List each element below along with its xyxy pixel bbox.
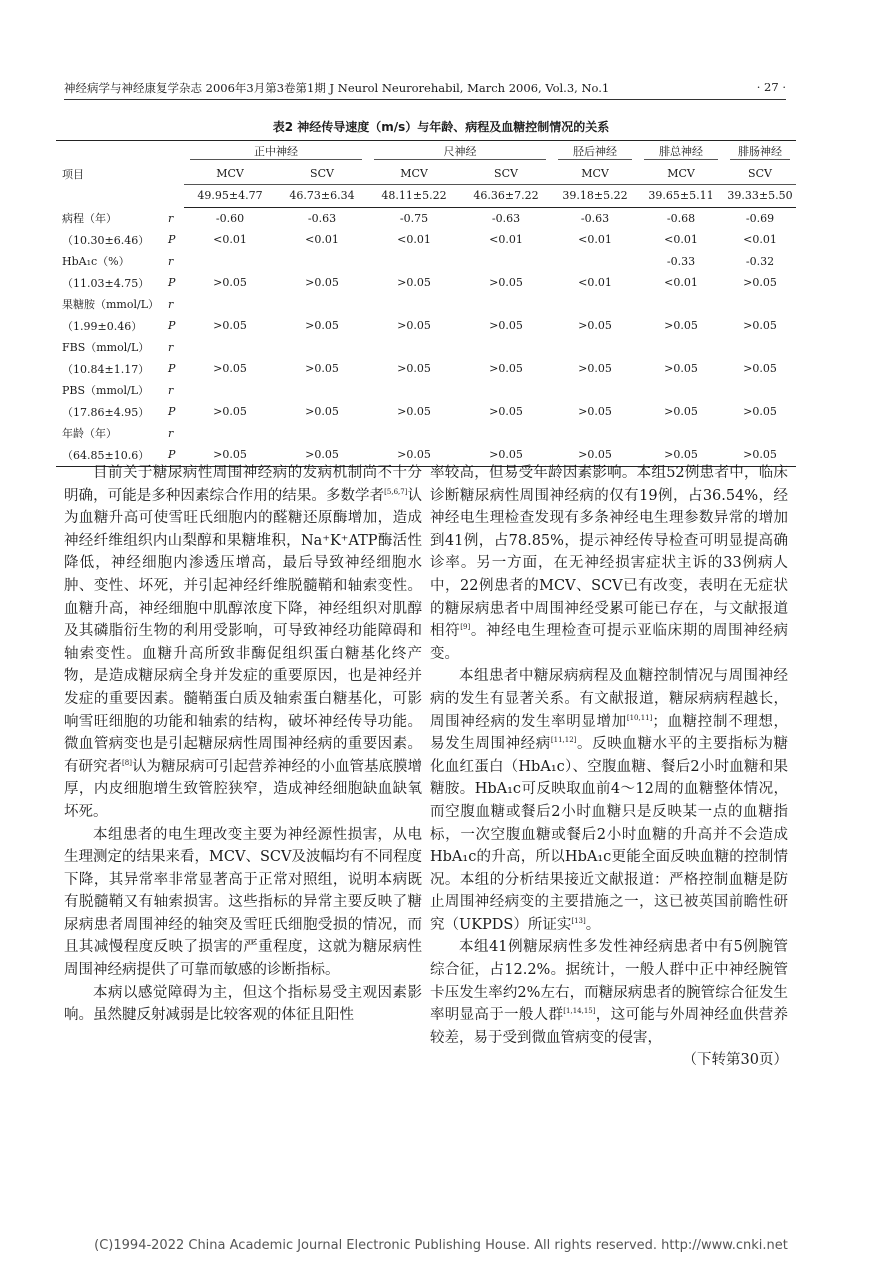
table-cell (368, 380, 460, 402)
stat-symbol: P (168, 405, 176, 419)
table-cell (724, 294, 796, 316)
nerve-group-sural: 腓肠神经 (730, 143, 790, 160)
table-cell: >0.05 (664, 405, 698, 419)
table-cell (184, 251, 276, 273)
table-cell: >0.05 (397, 362, 431, 376)
table-cell: <0.01 (578, 276, 612, 290)
table-cell: -0.32 (745, 254, 775, 268)
table-cell: >0.05 (213, 319, 247, 333)
paragraph-sensory: 本病以感觉障碍为主，但这个指标易受主观因素影响。虽然腱反射减弱是比较客观的体征且阳性 (64, 984, 422, 1024)
table-cell (276, 337, 368, 359)
table-cell: -0.33 (666, 254, 696, 268)
nerve-group-tibial: 胫后神经 (558, 143, 632, 160)
table-cell (724, 423, 796, 445)
row-label: 年龄（年） (62, 427, 117, 441)
table-cell: >0.05 (213, 276, 247, 290)
table-cell (368, 251, 460, 273)
journal-citation: 神经病学与神经康复学杂志 2006年3月第3卷第1期 J Neurol Neurorehabil, March 2006, Vol.3, No.1 (64, 81, 610, 95)
measure-header: MCV (368, 163, 460, 185)
citation: [11,12] (550, 736, 577, 745)
table-cell (460, 380, 552, 402)
table-cell: -0.69 (745, 211, 775, 225)
row-label: PBS（mmol/L） (62, 384, 150, 398)
citation: [10,11] (626, 713, 653, 722)
citation: [13] (571, 917, 586, 926)
table-cell: >0.05 (664, 362, 698, 376)
measure-header: MCV (184, 163, 276, 185)
table-cell: -0.63 (491, 211, 521, 225)
nerve-group-ulnar: 尺神经 (374, 143, 546, 160)
table-cell (724, 337, 796, 359)
left-column (64, 462, 422, 1027)
table-row (56, 229, 796, 251)
row-label: （10.84±1.17） (62, 362, 150, 376)
table-cell (552, 251, 638, 273)
table-cell (460, 337, 552, 359)
citation: [8] (122, 758, 132, 767)
citation: [1,14,15] (563, 1007, 596, 1016)
citation: [9] (460, 623, 471, 632)
table-cell: <0.01 (578, 233, 612, 247)
header-rule (64, 99, 786, 100)
measure-header: MCV (552, 163, 638, 185)
table-cell: >0.05 (489, 276, 523, 290)
table-cell (276, 380, 368, 402)
table-row (56, 337, 796, 359)
stat-symbol: r (168, 211, 174, 225)
table-cell (552, 380, 638, 402)
table-cell: >0.05 (578, 362, 612, 376)
table-cell: >0.05 (305, 319, 339, 333)
table-cell (276, 423, 368, 445)
paragraph-electrophysiology: 本组患者的电生理改变主要为神经源性损害，从电生理测定的结果来看，MCV、SCV及波幅均有不同程度下降，其异常率非常显著高于正常对照组，说明本病既有脱髓鞘又有轴索损害。这些指标的异常主要反映了糖尿病患者周围神经的轴突及雪旺氏细胞受损的情况，而且其减慢程度反映了损害的严重程度，这就为糖尿病性周围神经病提供了可靠而敏感的诊断指标。 (64, 826, 422, 979)
table-cell (184, 423, 276, 445)
stat-symbol: P (168, 362, 176, 376)
table-cell (638, 337, 724, 359)
row-label: FBS（mmol/L） (62, 341, 150, 355)
mean-value: 46.36±7.22 (460, 185, 552, 208)
table-cell (184, 337, 276, 359)
stat-symbol: P (168, 319, 176, 333)
table-cell: >0.05 (276, 444, 368, 466)
table-cell: -0.63 (580, 211, 610, 225)
table-cell (552, 423, 638, 445)
table-cell (276, 294, 368, 316)
table-cell (552, 337, 638, 359)
mean-value: 48.11±5.22 (368, 185, 460, 208)
table-cell (638, 423, 724, 445)
table-cell (368, 294, 460, 316)
table-cell: >0.05 (305, 362, 339, 376)
table-cell (368, 337, 460, 359)
paragraph-diagnosis-rate: 率较高，但易受年龄因素影响。本组52例患者中，临床诊断糖尿病性周围神经病的仅有19例，占36.54%，经神经电生理检查发现有多条神经电生理参数异常的增加到41例，占78.85%，提示神经传导检查可明显提高确诊率。另一方面，在无神经损害症状主诉的33例病人中，22例患者的MCV、SCV已有改变，表明在无症状的糖尿病患者中周围神经受累可能已存在，与文献报道相符[9]。神经电生理检查可提示亚临床期的周围神经病变。 (430, 465, 789, 662)
measure-header: SCV (460, 163, 552, 185)
table-row (56, 358, 796, 380)
table-row (56, 251, 796, 273)
mean-value: 49.95±4.77 (184, 185, 276, 208)
table-cell: >0.05 (368, 444, 460, 466)
measure-header: MCV (638, 163, 724, 185)
mean-value: 39.33±5.50 (724, 185, 796, 208)
measure-header: SCV (724, 163, 796, 185)
table-row (56, 380, 796, 402)
table-cell: >0.05 (664, 319, 698, 333)
table-cell: >0.05 (305, 405, 339, 419)
row-label: 病程（年） (62, 212, 117, 225)
table-cell: <0.01 (213, 233, 247, 247)
table-cell: <0.01 (664, 233, 698, 247)
paragraph-carpal-tunnel: 本组41例糖尿病性多发性神经病患者中有5例腕管综合征，占12.2%。据统计，一般人群中正中神经腕管卡压发生率约2%左右，而糖尿病患者的腕管综合征发生率明显高于一般人群[1,14,15]，这可能与外周神经血供营养较差，易于受到微血管病变的侵害， (430, 939, 789, 1046)
table-cell: -0.75 (399, 211, 429, 225)
mean-value: 39.18±5.22 (552, 185, 638, 208)
table-cell: >0.05 (743, 319, 777, 333)
mean-value: 39.65±5.11 (638, 185, 724, 208)
nerve-group-median: 正中神经 (190, 143, 362, 160)
stat-symbol: P (168, 276, 176, 290)
table-row (56, 423, 796, 445)
table-cell: <0.01 (489, 233, 523, 247)
row-label: HbA₁c（%） (62, 255, 130, 269)
table-cell: >0.05 (460, 444, 552, 466)
table-cell: >0.05 (397, 405, 431, 419)
table-cell: >0.05 (489, 319, 523, 333)
measure-header: SCV (276, 163, 368, 185)
citation: [5,6,7] (384, 487, 408, 496)
running-header (64, 80, 786, 96)
continued-note: （下转第30页） (682, 1052, 788, 1069)
table-cell: >0.05 (305, 276, 339, 290)
table-row (56, 272, 796, 294)
table-row (56, 315, 796, 337)
row-label: （1.99±0.46） (62, 319, 143, 333)
table-cell: >0.05 (578, 319, 612, 333)
table-cell (184, 380, 276, 402)
row-label: （64.85±10.6） (56, 444, 168, 466)
table-cell: >0.05 (578, 405, 612, 419)
copyright-footer: (C)1994-2022 China Academic Journal Electronic Publishing House. All rights reserved. http://www.cnki.net (94, 1238, 788, 1253)
table-cell: >0.05 (489, 405, 523, 419)
table-cell (276, 251, 368, 273)
table-cell (638, 294, 724, 316)
table-row (56, 207, 796, 229)
table-cell: <0.01 (397, 233, 431, 247)
table-cell: >0.05 (743, 405, 777, 419)
table-cell: >0.05 (489, 362, 523, 376)
item-header: 项目 (56, 141, 168, 208)
table-cell: -0.60 (215, 211, 245, 225)
table-cell: -0.63 (307, 211, 337, 225)
table-cell (552, 294, 638, 316)
paragraph-mechanism: 目前关于糖尿病性周围神经病的发病机制尚不十分明确，可能是多种因素综合作用的结果。多数学者[5,6,7]认为血糖升高可使雪旺氏细胞内的醛糖还原酶增加，造成神经纤维组织内山梨醇和果糖堆积，Na⁺K⁺ATP酶活性降低，神经细胞内渗透压增高，最后导致神经细胞水肿、变性、坏死，并引起神经纤维脱髓鞘和轴索变性。血糖升高，神经细胞中肌醇浓度下降，神经组织对肌醇及其磷脂衍生物的利用受影响，可导致神经功能障碍和轴索变性。血糖升高所致非酶促组织蛋白糖基化终产物，是造成糖尿病全身并发症的重要原因，也是神经并发症的重要因素。髓鞘蛋白质及轴索蛋白糖基化，可影响雪旺细胞的功能和轴索的结构，破坏神经传导功能。微血管病变也是引起糖尿病性周围神经病的重要因素。有研究者[8]认为糖尿病可引起营养神经的小血管基底膜增厚，内皮细胞增生致管腔狭窄，造成神经细胞缺血缺氧坏死。 (64, 465, 423, 820)
table-cell (460, 251, 552, 273)
table-cell: >0.05 (743, 362, 777, 376)
table-cell: >0.05 (743, 276, 777, 290)
table-cell: >0.05 (213, 405, 247, 419)
table-cell (184, 294, 276, 316)
right-column (430, 462, 788, 1072)
table-cell (638, 380, 724, 402)
table-cell: -0.68 (666, 211, 696, 225)
nerve-group-peroneal: 腓总神经 (644, 143, 718, 160)
stat-symbol: r (168, 254, 174, 268)
stat-symbol: P (168, 233, 176, 247)
table-cell: >0.05 (184, 444, 276, 466)
table-cell: >0.05 (397, 276, 431, 290)
table-row (56, 294, 796, 316)
stat-symbol: r (168, 297, 174, 311)
table-cell: >0.05 (552, 444, 638, 466)
paragraph-glycemic-control: 本组患者中糖尿病病程及血糖控制情况与周围神经病的发生有显著关系。有文献报道，糖尿病病程越长，周围神经病的发生率明显增加[10,11]；血糖控制不理想，易发生周围神经病[11,12]。反映血糖水平的主要指标为糖化血红蛋白（HbA₁c）、空腹血糖、餐后2小时血糖和果糖胺。HbA₁c可反映取血前4～12周的血糖整体情况，而空腹血糖或餐后2小时血糖只是反映某一点的血糖指标，一次空腹血糖或餐后2小时血糖的升高并不会造成HbA₁c的升高，所以HbA₁c更能全面反映血糖的控制情况。本组的分析结果接近文献报道：严格控制血糖是防止周围神经病变的主要措施之一，这已被英国前瞻性研究（UKPDS）所证实[13]。 (430, 668, 789, 933)
row-label: （11.03±4.75） (62, 276, 150, 290)
table-row (56, 401, 796, 423)
table-cell (460, 294, 552, 316)
table-cell: >0.05 (724, 444, 796, 466)
stat-symbol: P (168, 444, 184, 466)
table-caption: 表2 神经传导速度（m/s）与年龄、病程及血糖控制情况的关系 (272, 120, 610, 134)
mean-value: 46.73±6.34 (276, 185, 368, 208)
page-number: · 27 · (756, 80, 786, 94)
table-cell (724, 380, 796, 402)
table-cell (368, 423, 460, 445)
table-cell: <0.01 (664, 276, 698, 290)
row-label: 果糖胺（mmol/L） (62, 298, 160, 312)
stat-symbol: r (168, 340, 174, 354)
stat-symbol: r (168, 426, 174, 440)
row-label: （10.30±6.46） (62, 233, 150, 247)
stat-symbol: r (168, 383, 174, 397)
row-label: （17.86±4.95） (62, 405, 150, 419)
table-cell (460, 423, 552, 445)
table-cell: >0.05 (638, 444, 724, 466)
table-cell: <0.01 (305, 233, 339, 247)
results-table (56, 140, 796, 467)
table-cell: >0.05 (213, 362, 247, 376)
table-cell: >0.05 (397, 319, 431, 333)
table-cell: <0.01 (743, 233, 777, 247)
